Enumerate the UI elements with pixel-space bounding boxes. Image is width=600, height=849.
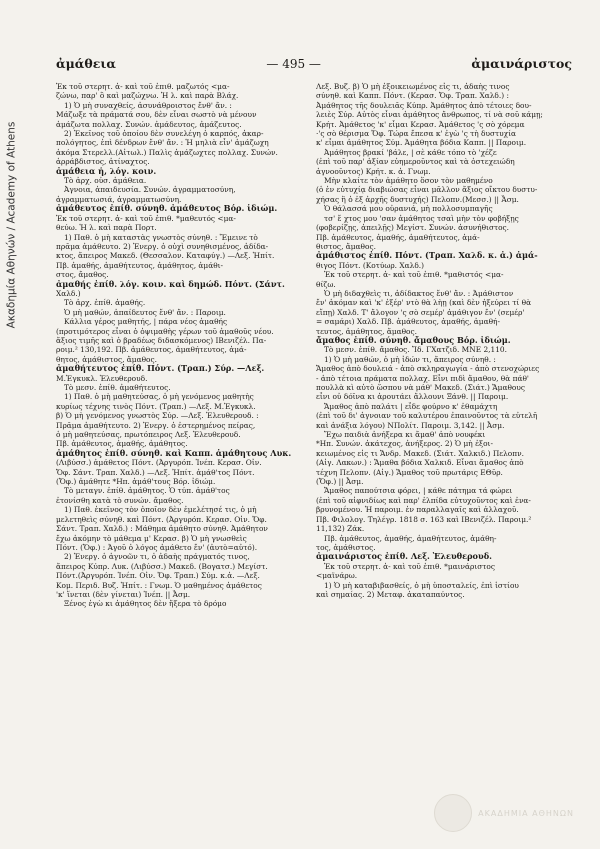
text-line: χήσας ἢ ὁ ἐξ ἀρχῆς δυστυχής) Πελοπν.(Μεσσ.) || Ἆσμ. bbox=[316, 194, 519, 204]
watermark-text: ΑΚΑΔΗΜΙΑ ΑΘΗΝΩΝ bbox=[478, 808, 574, 818]
academy-watermark bbox=[424, 791, 574, 835]
text-line: Χαλδ.) bbox=[56, 288, 81, 298]
entry-headword-line: ἄμαθος ἐπίθ. σύνηθ. ἄμαθους Βόρ. ἰδιώμ. bbox=[316, 335, 511, 345]
text-line: (Αἰγ. Λακων.) : Ἄμαθα βόδια Χαλκιδ. Εἶναι ἄμαθος ἀπὸ bbox=[316, 458, 524, 468]
text-line: τος, ἀμάθιστος. bbox=[316, 542, 376, 552]
text-line: κυρίως τέχνης τινὸς Πόντ. (Τραπ.) —Λεξ. Μ.Ἐγκυκλ. bbox=[56, 401, 256, 411]
text-line: Ἄμαθος ἀπὸ παλάτι | εἶδε φούρνο κ' ἐθαμάχτη bbox=[324, 401, 498, 411]
text-line: θιστος, ἄμαθος. bbox=[316, 241, 376, 251]
text-line: 2) Ἐκεῖνος τοῦ ὁποίου δὲν συνελέγη ὁ καρπός, ἀκαρ- bbox=[64, 129, 264, 139]
text-line: <μαϊνάρω. bbox=[316, 571, 358, 581]
text-line: Πβ. ἀμάθευτος, ἀμαθής, ἀμάθητος. bbox=[56, 439, 188, 449]
text-line: ἀκόμα Στερελλ.(Αἰτωλ.) Παλὶς ἀμάζωχτες πολλαχ. Συνών. bbox=[56, 147, 278, 157]
text-line: 1) Ὁ μὴ μαθών, ὁ μὴ ἰδών τι, ἄπειρος σύνηθ. : bbox=[324, 354, 496, 364]
text-line: ἀρράβδιστος, ἀτίναχτος. bbox=[56, 157, 150, 167]
text-line: 11,132) Ζάκ. bbox=[316, 524, 365, 534]
text-line: Ἐκ τοῦ στερητ. ἀ- καὶ τοῦ ἐπιθ. *μαθιστός <μα- bbox=[324, 270, 504, 280]
text-line: ἀγνοοῦντος) Κρήτ. κ. ἀ. Γνωμ. bbox=[316, 166, 431, 176]
text-line: θητος, ἀμάθιστος, ἄμαθος. bbox=[56, 354, 157, 364]
text-line: ἀγραμματωσιά, ἀγραμματωσύνη. bbox=[56, 194, 182, 204]
page-header bbox=[56, 56, 572, 74]
right-column bbox=[316, 82, 572, 842]
text-line: Τὸ ἀρχ. οὐσ. ἀμάθεια. bbox=[64, 176, 147, 186]
text-line: κτος, ἄπειρος Μακεδ. (Θεσσαλον. Καταφύγ.) —Λεξ. Ἠπίτ. bbox=[56, 251, 275, 261]
text-line: ὁ μὴ μαθητεύσας, πρωτόπειρος Λεξ. Ἐλευθερουδ. bbox=[56, 430, 241, 440]
text-line: βρυνομένου. Ἡ παροιμ. ἐν παραλλαγαῖς καὶ ἀλλαχοῦ. bbox=[316, 505, 519, 515]
text-line: Ὁ μὴ διδαχθεὶς τι, ἀδίδακτος ἔνθ' ἄν. : Ἀμάθιστον bbox=[324, 288, 514, 298]
text-line: ·'ς σὸ θέρισμα Ὄφ. Τώρα ἔπεσα κ' ἐγὼ 'ς τὴ δυστυχία bbox=[316, 129, 516, 139]
text-line: ἄπειρος Κύπρ. Λυκ. (Λιβύσσ.) Μακεδ. (Βογατσ.) Μεγίστ. bbox=[56, 561, 268, 571]
text-line: Ἀμάθητος βρακί 'βάλε, | σὲ κάθε τόπο τὸ 'χέζε bbox=[324, 147, 497, 157]
text-line: Ἀμάθητος τῆς δουλειᾶς Κύπρ. Ἀμάθητος ἀπὸ τέτοιες δου- bbox=[316, 100, 532, 110]
text-line: Σάντ. Τραπ. Χαλδ.) : Μάθημα ἀμάθητο σύνηθ. Ἀμάθητον bbox=[56, 524, 268, 534]
text-line: πολόγητος, ἐπὶ δένδρων ἔνθ' ἄν. : Ἡ μηλιὰ εἶν' ἀμάζωχη bbox=[56, 138, 269, 148]
text-line: Ἐκ τοῦ στερητ. ἀ- καὶ τοῦ ἐπιθ. μαζωτός <μα- bbox=[56, 82, 230, 91]
text-line: σύνηθ. καὶ Καππ. Πόντ. (Κερασ. Ὄφ. Τραπ. Χαλδ.) : bbox=[316, 91, 509, 101]
text-line: (φοβερίζῃς, ἀπειλῇς) Μεγίστ. Συνών. ἀσυνήθιστος. bbox=[316, 223, 510, 233]
text-line: *Ηπ. Συνών. ἀκάτεχος, ἀνήξερος. 2) Ὁ μὴ ἐξοι- bbox=[316, 439, 493, 449]
text-line: 1) Παθ. ἐκεῖνος τὸν ὁποῖον δὲν ἐμελέτησέ τις, ὁ μὴ bbox=[64, 505, 257, 515]
text-line: (προτιμότερος εἶναι ὁ ὀψιμαθὴς γέρων τοῦ ἀμαθοῦς νέου. bbox=[56, 326, 274, 336]
text-line: ἀμάζωτα πολλαχ. Συνών. ἀμάδευτος, ἀμάζευτος. bbox=[56, 119, 242, 129]
text-line: Πόντ. (Ὄφ.) : Ἀγοῦ ὁ λόγος ἀμάθετο ἔν' (ἀυτὸ=αὐτό). bbox=[56, 542, 258, 552]
text-line: Πρᾶμα ἀμαθήτευτο. 2) Ἐνεργ. ὁ ἐστερημένος πείρας, bbox=[56, 420, 256, 430]
text-line: Πβ. ἀμάθευτος, ἀμαθής, ἀμαθήτευτος, ἀμά- bbox=[316, 232, 480, 242]
entry-headword-line: ἀμαινάριστος ἐπίθ. Λεξ. Ἐλευθερουδ. bbox=[316, 552, 493, 562]
text-line: τσ' ἔ χτος μου 'σαν ἀμάθητος τσαὶ μὴν τὸν φοβήξῃς bbox=[324, 213, 519, 223]
text-line: (Ὄφ.) || Ἆσμ. bbox=[316, 477, 364, 487]
left-column bbox=[56, 82, 312, 842]
entry-headword-line: ἀμάθευτος ἐπίθ. σύνηθ. ἀμάθευτος Βόρ. ἰδιώμ. bbox=[56, 204, 278, 214]
text-line: (ἐπὶ τοῦ αἰφνιδίως καὶ παρ' ἐλπίδα εὐτυχοῦντος καὶ ἐνα- bbox=[316, 495, 531, 505]
entry-headword-line: ἀμάθεια ἡ, λόγ. κοιν. bbox=[56, 166, 157, 176]
academy-seal-icon bbox=[434, 794, 472, 832]
text-line: θιγος Πόντ. (Κοτύωρ. Χαλδ.) bbox=[316, 260, 425, 270]
text-line: θεύω. Ἡ λ. καὶ παρὰ Πορτ. bbox=[56, 223, 157, 233]
text-line: Μ.Ἐγκυκλ. Ἐλευθερουδ. bbox=[56, 373, 148, 383]
text-line: Ὄφ. Σάντ. Τραπ. Χαλδ.) —Λεξ. Ἠπίτ. ἀμάθ'τος Πόντ. bbox=[56, 467, 255, 477]
text-line: Ἀγνοια, ἀπαιδευσία. Συνών. ἀγραμματοσύνη, bbox=[64, 185, 236, 195]
text-line: (ὁ ἐν εὐτυχίᾳ διαβιώσας εἶναι μᾶλλον ἄξιος οἴκτου δυστυ- bbox=[316, 185, 538, 195]
text-line: τευτος, ἀμάθητος, ἄμαθος. bbox=[316, 326, 417, 336]
text-line: Μάζωξε τὰ πράματά σου, δὲν εἶναι σωστὸ νὰ μένουν bbox=[56, 110, 257, 120]
text-line: Ὁ θάλασσά μου οὐρανιά, μὴ πολλοσυμπαγῆς bbox=[324, 204, 493, 214]
text-line: Ξένος ἐγὼ κι ἀμάθητος δὲν ἤξερα τὸ δρόμο bbox=[64, 599, 227, 609]
text-line: τέχνη Πελοπν. (Αἰγ.) Ἄμαθος τοῦ πρωτάρις ΕΘῦρ. bbox=[316, 467, 503, 477]
text-line: κ' εἶμαι ἀμάθητος Σύμ. Ἀμάθητα βόδια Καππ. || Παροιμ. bbox=[316, 138, 527, 148]
text-line: 1) Ὁ μὴ καταβιβασθείς, ὁ μὴ ὑποσταλείς, ἐπὶ ἱστίου bbox=[324, 580, 519, 590]
text-line: πουλλὰ κὶ αὐτὸ ὥσπου νὰ μάθ' Μακεδ. (Σιάτ.) Ἄμαθους bbox=[316, 383, 525, 392]
text-line: 1) Παθ. ὁ μὴ μαθητεύσας, ὁ μὴ γενόμενος μαθητὴς bbox=[64, 392, 254, 402]
text-line: κειωμένος εἰς τι Ἄνδρ. Μακεδ. (Σιάτ. Χαλκιδ.) Πελοπν. bbox=[316, 448, 524, 458]
text-line: (ἐπὶ τοῦ παρ' ἀξίαν εὐημεροῦντος καὶ τὰ ὀστεχειώδη bbox=[316, 157, 515, 167]
text-line: Τὸ μεσν. ἐπίθ. ἄμαθος. Ἴδ. ΓΧατζιδ. ΜΝΕ 2,110. bbox=[324, 345, 507, 355]
text-line: = σαμάρι) Χαλδ. Πβ. ἀμάθευτος, ἀμαθής, ἀμαθή- bbox=[316, 317, 500, 327]
page-number: — 495 — bbox=[266, 57, 321, 71]
text-line: ζώνω, παρ' ὃ καὶ μαζώχνω. Ἡ λ. καὶ παρὰ Βλάχ. bbox=[56, 91, 239, 101]
entry-headword-line: ἀμάθιστος ἐπίθ. Πόντ. (Τραπ. Χαλδ. κ. ἀ.) ἀμά- bbox=[316, 251, 538, 261]
text-line: Μὴν κλαίτε τὸν ἀμάθητο ὅσον τὸν μαθημένο bbox=[324, 176, 493, 186]
header-right-word: ἀμαινάριστος bbox=[471, 56, 572, 71]
entry-headword-line: ἀμαθής ἐπίθ. λόγ. κοιν. καὶ δημώδ. Πόντ. (Σάντ. bbox=[56, 279, 285, 289]
text-line: Πόντ.(Ἀργυρόπ. Ἰνέπ. Οἰν. Ὄφ. Τραπ.) Σύμ. κ.ἀ. —Λεξ. bbox=[56, 571, 260, 581]
archive-stamp-text: Ακαδημία Αθηνών / Academy of Athens bbox=[5, 121, 18, 329]
text-line: (ἐπὶ τοῦ δι' ἀγνοιαν τοῦ καλυτέρου ἐπαινοῦντος τὰ εὐτελῆ bbox=[316, 411, 538, 421]
text-line: Ἐκ τοῦ στερητ. ἀ- καὶ τοῦ ἐπιθ. *μαινάριστος bbox=[324, 561, 495, 571]
entry-headword-line: ἀμάθητος ἐπίθ. σύνηθ. καὶ Καππ. ἀμάθητους Λυκ. bbox=[56, 448, 292, 458]
text-line: 2) Ἐνεργ. ὁ ἀγνοῶν τι, ὁ ἀδαὴς πράγματός τινος, bbox=[64, 552, 250, 562]
text-line: Ἔχω παιδιὰ ἀνήξερα κι ἄμαθ' ἀπὸ νουφέκι bbox=[324, 430, 486, 440]
text-line: (Λιβύσσ.) ἀμάθετος Πόντ. (Ἀργυρόπ. Ἰνέπ. Κερασ. Οἰν. bbox=[56, 458, 262, 468]
text-line: Ἐκ τοῦ στερητ. ἀ- καὶ τοῦ ἐπιθ. *μαθευτός <μα- bbox=[56, 213, 236, 223]
text-line: ἔν' ἀκόμαν καὶ 'κ' ἐξέρ' ντὸ θὰ λὴῃ (καὶ δὲν ἠξεύρει τί θὰ bbox=[316, 298, 532, 308]
text-line: ἐτονίσθη κατὰ τὸ συνών. ἄμαθος. bbox=[56, 495, 184, 505]
text-line: Τὸ ἀρχ. ἐπίθ. ἀμαθής. bbox=[64, 298, 146, 308]
text-line: εἶνι οὐ δόῖνα κι ἀρουτάει ἄλλουνι Ξάνθ. || Παροιμ. bbox=[316, 392, 509, 402]
text-line: πρᾶμα ἀμάθευτο. 2) Ἐνεργ. ὁ οὐχὶ συνηθισμένος, ἀδίδα- bbox=[56, 241, 269, 251]
text-line: β) Ὁ μὴ γενόμενος γνωστὸς Σύρ. —Λεξ. Ἐλευθερουδ. : bbox=[56, 411, 259, 421]
text-line: θίζω. bbox=[316, 279, 336, 289]
text-line: Κρήτ. Ἀμάθετος 'κ' εἶμαι Κερασ. Ἀμάθετος 'ς σὸ χόρεμα bbox=[316, 119, 525, 129]
text-line: μελετηθεὶς σύνηθ. καὶ Πόντ. (Ἀργυρόπ. Κερασ. Οἰν. Ὄφ. bbox=[56, 514, 267, 524]
text-line: ἄξιος τιμῆς καὶ ὁ βραδέως διδασκόμενος) ΙΒενιζέλ. Πα- bbox=[56, 335, 267, 345]
text-line: (Ὄφ.) ἀμάθητε *Ηπ. ἀμάθ'τους Βόρ. ἰδιώμ. bbox=[56, 477, 216, 487]
text-line: Τὸ μεταγν. ἐπίθ. ἀμάθητος. Ὁ τύπ. ἀμάθ'τος bbox=[64, 486, 230, 496]
header-left-word: ἀμάθεια bbox=[56, 56, 116, 71]
text-line: Πβ. Φιλολογ. Τηλέγρ. 1818 σ. 163 καὶ ΙΒενιζέλ. Παροιμ.² bbox=[316, 514, 532, 524]
text-line: Ὁ μὴ μαθών, ἀπαίδευτος ἔνθ' ἄν. : Παροιμ. bbox=[64, 307, 226, 317]
text-line: Λεξ. Βυζ. β) Ὁ μὴ ἐξοικειωμένος εἰς τι, ἀδαὴς τινος bbox=[316, 82, 510, 91]
archive-stamp bbox=[3, 60, 19, 390]
entry-headword-line: ἀμαθήτευτος ἐπίθ. Πόντ. (Τραπ.) Σύρ. —Λεξ. bbox=[56, 364, 265, 374]
text-line: καὶ σημαίας. 2) Μεταφ. ἀκαταπαύντος. bbox=[316, 589, 465, 599]
text-line: λειὲς Σύρ. Αὐτὸς εἶναι ἀμάθητος ἄνθρωπος, τί νὰ σοῦ κάμῃ; bbox=[316, 110, 543, 120]
text-line: Τὸ μεσν. ἐπίθ. ἀμαθήτευτος. bbox=[64, 383, 171, 392]
text-line: Κάλλια γέρος μαθητής, | πάρα νέος ἀμαθής bbox=[64, 317, 228, 327]
text-line: 'κ' ἵνεται (δὲν γίνεται) Ἰνέπ. || Ἆσμ. bbox=[56, 589, 191, 599]
text-line: Ἄμαθος ἀπὸ δουλειά - ἀπὸ σκληραγωγία - ἀπὸ στενοχώριες bbox=[316, 364, 540, 374]
text-line: ροιμ.² 130,192. Πβ. ἀμάθευτος, ἀμαθήτευτος, ἀμά- bbox=[56, 345, 247, 355]
text-line: Πβ. ἀμάθευτος, ἀμαθής, ἀμαθήτευτος, ἀμάθη- bbox=[324, 533, 497, 543]
text-line: 1) Ὁ μὴ συναχθείς, ἀσυνάθροιστος ἔνθ' ἄν. : bbox=[64, 100, 232, 110]
text-line: 1) Παθ. ὁ μὴ καταστὰς γνωστὸς σύνηθ. : Ἔμεινε τὸ bbox=[64, 232, 258, 242]
text-line: - ἀπὸ τέτοια πράματα πολλαχ. Εἶνι πιδὶ ἄμαθου, θὰ πάθ' bbox=[316, 373, 529, 383]
text-line: καὶ ἀνάξια λόγου) ΝΠολίτ. Παροιμ. 3,142. || Ἆσμ. bbox=[316, 420, 505, 430]
text-line: στος, ἄμαθος. bbox=[56, 270, 109, 280]
text-line: Κομ. Περιδ. Βυζ. Ἠπίτ. : Γνωμ. Ὁ μαθημένος ἀμάθετος bbox=[56, 580, 262, 590]
text-line: ἔχω ἀκόμην τὸ μάθεμα μ' Κερασ. β) Ὁ μὴ γνωσθεὶς bbox=[56, 533, 247, 543]
text-line: Πβ. ἀμαθής, ἀμαθήτευτος, ἀμάθητος, ἀμάθι- bbox=[56, 260, 224, 270]
text-line: Ἄμαθος παπούτσια φόρει, | κάθε πάτημα τά φώρει bbox=[324, 486, 513, 496]
text-line: εἴπῃ) Χαλδ. Τ' ἄλογον 'ς σὸ σεμέρ' ἀμάθιγον ἔν' (σεμέρ' bbox=[316, 307, 525, 317]
